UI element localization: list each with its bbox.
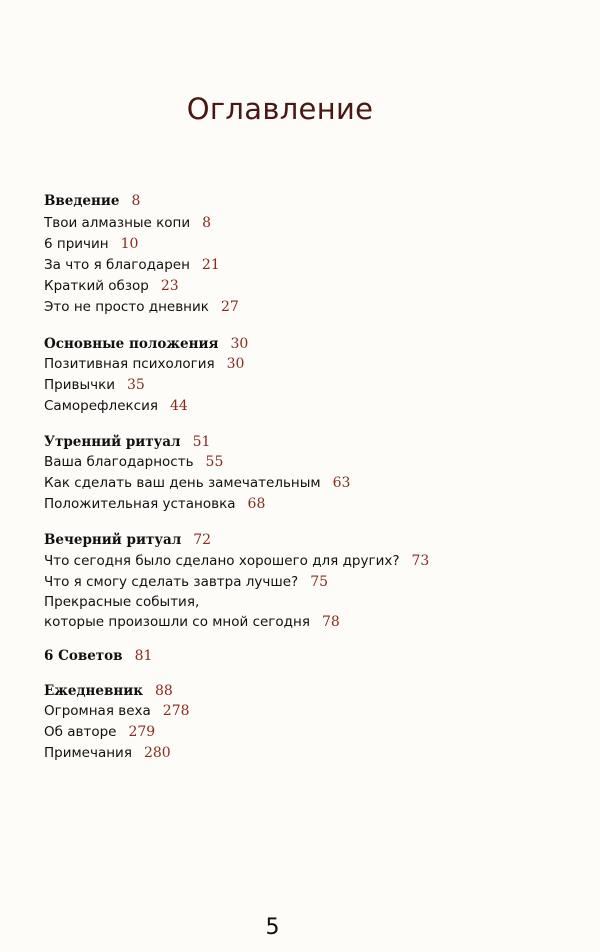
toc-item-label: Положительная установка [44,496,236,512]
toc-item[interactable] [44,356,244,372]
toc-page-number: 23 [160,278,179,294]
toc-item[interactable] [44,475,350,491]
toc-item-label: Краткий обзор [44,278,149,294]
toc-section-title: Ежедневник [44,683,144,699]
toc-section-intro[interactable] [44,190,140,209]
toc-item-label: которые произошли со мной сегодня [44,614,310,630]
toc-item-label: Что сегодня было сделано хорошего для других? [44,553,400,569]
toc-item-label: Позитивная психология [44,356,215,372]
toc-item-label: Саморефлексия [44,398,158,414]
toc-section-title: Введение [44,193,120,209]
toc-page-number: 21 [201,257,220,273]
toc-item-label: За что я благодарен [44,257,190,273]
toc-item-label: Что я смогу сделать завтра лучше? [44,574,299,590]
toc-item[interactable] [44,299,239,315]
toc-item-label: Прекрасные события, [44,594,200,610]
page-number: 5 [265,915,280,940]
toc-section-evening[interactable] [44,529,211,548]
toc-item-label: Примечания [44,745,132,761]
toc-page-number: 81 [134,648,153,664]
toc-item[interactable] [44,703,190,719]
toc-item[interactable] [44,278,179,294]
toc-page-number: 10 [120,236,139,252]
toc-page-number: 73 [411,553,430,569]
toc-page-number: 280 [143,745,171,761]
toc-page-number: 68 [247,496,266,512]
toc-page-number: 27 [220,299,239,315]
toc-item[interactable] [44,724,155,740]
toc-item-label: Твои алмазные копи [44,215,191,231]
toc-section-title: Основные положения [44,336,219,352]
toc-item[interactable] [44,398,188,414]
toc-page-number: 8 [202,215,212,231]
toc-item-label: Об авторе [44,724,117,740]
toc-item[interactable] [44,594,199,610]
toc-item-label: Как сделать ваш день замечательным [44,475,321,491]
toc-item-label: Привычки [44,377,116,393]
toc-page-number: 75 [310,574,329,590]
toc-item-label: Ваша благодарность [44,454,194,470]
toc-page-number: 278 [162,703,190,719]
toc-section-title: 6 Советов [44,648,123,664]
toc-page-number: 78 [321,614,340,630]
toc-page-number: 35 [127,377,145,393]
toc-item[interactable] [44,553,429,569]
toc-page-number: 30 [226,356,245,372]
toc-section-title: Утренний ритуал [44,434,181,450]
toc-section-title: Вечерний ритуал [44,532,182,548]
toc-item[interactable] [44,215,211,231]
toc-page-number: 30 [230,336,249,352]
toc-item-label: 6 причин [44,236,109,252]
toc-item[interactable] [44,574,328,590]
toc-page-number: 279 [128,724,156,740]
toc-page-number: 8 [131,193,141,209]
toc-item[interactable] [44,614,340,630]
toc-section-tips[interactable] [44,645,152,664]
toc-section-basics[interactable] [44,333,248,352]
toc-item-label: Огромная веха [44,703,151,719]
toc-page-number: 63 [332,475,351,491]
toc-page-number: 55 [205,454,224,470]
page-title: Оглавление [186,92,374,126]
toc-item[interactable] [44,496,265,512]
toc-item[interactable] [44,257,220,273]
toc-item[interactable] [44,377,145,393]
toc-page-number: 72 [193,532,212,548]
toc-item[interactable] [44,236,138,252]
toc-item-label: Это не просто дневник [44,299,209,315]
toc-page-number: 44 [169,398,188,414]
toc-page-number: 51 [192,434,211,450]
toc-item[interactable] [44,745,171,761]
toc-page-number: 88 [155,683,173,699]
toc-section-planner[interactable] [44,680,173,699]
toc-item[interactable] [44,454,223,470]
toc-section-morning[interactable] [44,431,210,450]
